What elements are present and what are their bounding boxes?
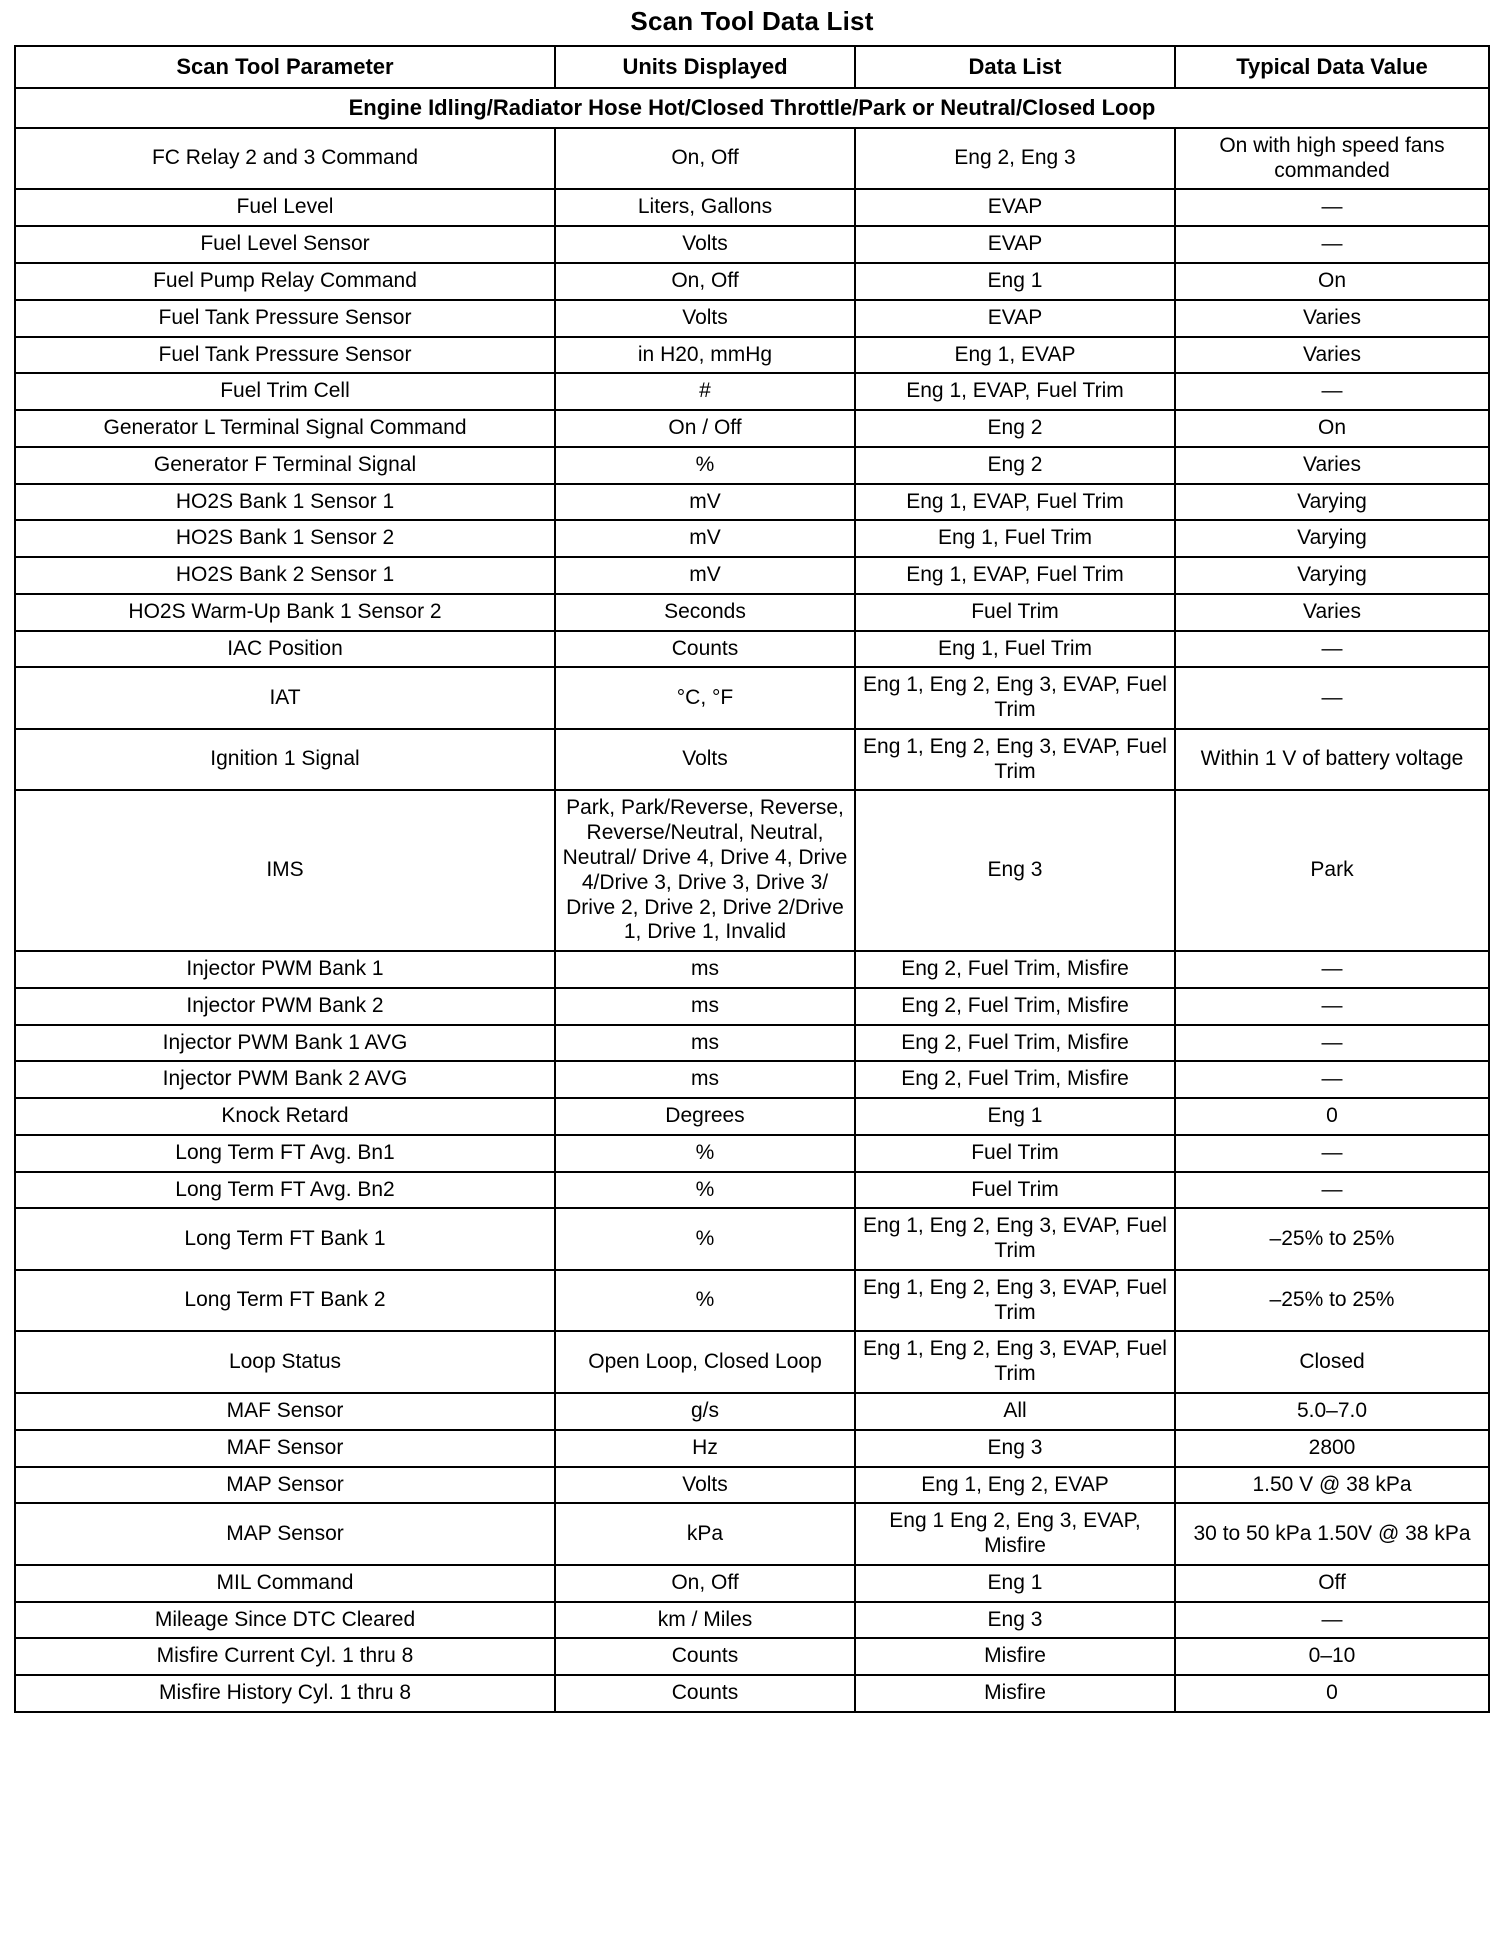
table-row <box>15 1503 1489 1565</box>
cell-data-list: Eng 1 Eng 2, Eng 3, EVAP, Misfire <box>855 1503 1175 1565</box>
cell-typical-value: 0 <box>1175 1675 1489 1712</box>
table-row <box>15 1061 1489 1098</box>
cell-parameter: Loop Status <box>15 1331 555 1393</box>
cell-typical-value: Varies <box>1175 300 1489 337</box>
cell-typical-value: Varying <box>1175 557 1489 594</box>
cell-typical-value: On <box>1175 263 1489 300</box>
table-row <box>15 988 1489 1025</box>
table-row <box>15 1135 1489 1172</box>
cell-typical-value: — <box>1175 226 1489 263</box>
cell-data-list: Eng 1, Eng 2, Eng 3, EVAP, Fuel Trim <box>855 1331 1175 1393</box>
cell-data-list: Eng 1, EVAP <box>855 337 1175 374</box>
table-header <box>15 46 1489 88</box>
column-header-units: Units Displayed <box>555 46 855 88</box>
cell-units: Volts <box>555 729 855 791</box>
cell-typical-value: Varies <box>1175 594 1489 631</box>
table-row <box>15 1430 1489 1467</box>
cell-parameter: Generator F Terminal Signal <box>15 447 555 484</box>
cell-units: % <box>555 1172 855 1209</box>
cell-data-list: Fuel Trim <box>855 594 1175 631</box>
cell-typical-value: — <box>1175 988 1489 1025</box>
cell-data-list: Fuel Trim <box>855 1172 1175 1209</box>
cell-parameter: FC Relay 2 and 3 Command <box>15 128 555 190</box>
table-row <box>15 631 1489 668</box>
cell-typical-value: — <box>1175 1602 1489 1639</box>
cell-data-list: Eng 3 <box>855 790 1175 951</box>
cell-data-list: Eng 2 <box>855 410 1175 447</box>
cell-units: Park, Park/Reverse, Reverse, Reverse/Neutral, Neutral, Neutral/ Drive 4, Drive 4, Drive 4/Drive 3, Drive 3, Drive 3/ Drive 2, Drive 2, Drive 2/Drive 1, Drive 1, Invalid <box>555 790 855 951</box>
page-title: Scan Tool Data List <box>630 6 874 36</box>
column-header-parameter: Scan Tool Parameter <box>15 46 555 88</box>
cell-typical-value: Varies <box>1175 447 1489 484</box>
cell-typical-value: 0–10 <box>1175 1638 1489 1675</box>
table-row <box>15 667 1489 729</box>
cell-typical-value: –25% to 25% <box>1175 1208 1489 1270</box>
cell-units: Seconds <box>555 594 855 631</box>
cell-typical-value: — <box>1175 631 1489 668</box>
cell-units: % <box>555 1135 855 1172</box>
cell-parameter: MAP Sensor <box>15 1467 555 1504</box>
table-row <box>15 951 1489 988</box>
cell-units: ms <box>555 1025 855 1062</box>
cell-parameter: Fuel Trim Cell <box>15 373 555 410</box>
cell-typical-value: — <box>1175 667 1489 729</box>
table-row <box>15 1675 1489 1712</box>
table-row <box>15 1393 1489 1430</box>
table-row <box>15 447 1489 484</box>
cell-units: kPa <box>555 1503 855 1565</box>
cell-parameter: Injector PWM Bank 2 <box>15 988 555 1025</box>
table-row <box>15 1172 1489 1209</box>
cell-data-list: Misfire <box>855 1675 1175 1712</box>
cell-parameter: MAP Sensor <box>15 1503 555 1565</box>
table-row <box>15 410 1489 447</box>
cell-data-list: Eng 1 <box>855 263 1175 300</box>
table-row <box>15 1638 1489 1675</box>
cell-parameter: MAF Sensor <box>15 1393 555 1430</box>
cell-units: Counts <box>555 1675 855 1712</box>
table-row <box>15 1565 1489 1602</box>
cell-units: # <box>555 373 855 410</box>
cell-units: mV <box>555 484 855 521</box>
table-row <box>15 1602 1489 1639</box>
table-row <box>15 1025 1489 1062</box>
cell-data-list: Eng 2, Fuel Trim, Misfire <box>855 1025 1175 1062</box>
cell-units: Open Loop, Closed Loop <box>555 1331 855 1393</box>
cell-parameter: Fuel Level Sensor <box>15 226 555 263</box>
cell-parameter: HO2S Bank 1 Sensor 1 <box>15 484 555 521</box>
table-header-row <box>15 46 1489 88</box>
table-row <box>15 263 1489 300</box>
cell-units: % <box>555 1208 855 1270</box>
cell-data-list: EVAP <box>855 226 1175 263</box>
cell-typical-value: — <box>1175 1135 1489 1172</box>
cell-data-list: Eng 1 <box>855 1565 1175 1602</box>
cell-data-list: EVAP <box>855 189 1175 226</box>
table-row <box>15 520 1489 557</box>
cell-typical-value: On <box>1175 410 1489 447</box>
cell-typical-value: 1.50 V @ 38 kPa <box>1175 1467 1489 1504</box>
cell-parameter: Knock Retard <box>15 1098 555 1135</box>
cell-parameter: Long Term FT Avg. Bn1 <box>15 1135 555 1172</box>
cell-typical-value: Varying <box>1175 520 1489 557</box>
scan-tool-data-table <box>14 45 1490 1713</box>
cell-data-list: Eng 1 <box>855 1098 1175 1135</box>
cell-units: in H20, mmHg <box>555 337 855 374</box>
cell-parameter: Ignition 1 Signal <box>15 729 555 791</box>
cell-data-list: Eng 1, EVAP, Fuel Trim <box>855 557 1175 594</box>
cell-parameter: HO2S Warm-Up Bank 1 Sensor 2 <box>15 594 555 631</box>
cell-parameter: Fuel Tank Pressure Sensor <box>15 300 555 337</box>
cell-typical-value: — <box>1175 1061 1489 1098</box>
table-row <box>15 226 1489 263</box>
column-header-data-list: Data List <box>855 46 1175 88</box>
table-body <box>15 88 1489 1712</box>
cell-units: g/s <box>555 1393 855 1430</box>
cell-typical-value: 2800 <box>1175 1430 1489 1467</box>
cell-parameter: Misfire Current Cyl. 1 thru 8 <box>15 1638 555 1675</box>
cell-parameter: Misfire History Cyl. 1 thru 8 <box>15 1675 555 1712</box>
cell-units: Liters, Gallons <box>555 189 855 226</box>
cell-data-list: Eng 2, Eng 3 <box>855 128 1175 190</box>
cell-units: mV <box>555 557 855 594</box>
cell-typical-value: — <box>1175 189 1489 226</box>
cell-data-list: Eng 1, Eng 2, Eng 3, EVAP, Fuel Trim <box>855 729 1175 791</box>
cell-units: Volts <box>555 226 855 263</box>
cell-typical-value: 0 <box>1175 1098 1489 1135</box>
cell-data-list: Eng 1, Fuel Trim <box>855 520 1175 557</box>
table-row <box>15 790 1489 951</box>
cell-parameter: Injector PWM Bank 1 AVG <box>15 1025 555 1062</box>
cell-typical-value: Varying <box>1175 484 1489 521</box>
cell-typical-value: Varies <box>1175 337 1489 374</box>
cell-data-list: Eng 1, EVAP, Fuel Trim <box>855 484 1175 521</box>
cell-units: Volts <box>555 300 855 337</box>
cell-typical-value: — <box>1175 1025 1489 1062</box>
cell-data-list: Eng 1, Eng 2, Eng 3, EVAP, Fuel Trim <box>855 667 1175 729</box>
cell-typical-value: 5.0–7.0 <box>1175 1393 1489 1430</box>
cell-parameter: Fuel Tank Pressure Sensor <box>15 337 555 374</box>
section-heading-row <box>15 88 1489 128</box>
cell-units: Counts <box>555 631 855 668</box>
cell-units: ms <box>555 988 855 1025</box>
table-row <box>15 1467 1489 1504</box>
cell-parameter: Mileage Since DTC Cleared <box>15 1602 555 1639</box>
cell-data-list: Eng 1, Eng 2, EVAP <box>855 1467 1175 1504</box>
cell-units: % <box>555 447 855 484</box>
cell-typical-value: On with high speed fans commanded <box>1175 128 1489 190</box>
table-row <box>15 337 1489 374</box>
cell-typical-value: Park <box>1175 790 1489 951</box>
cell-typical-value: — <box>1175 1172 1489 1209</box>
column-header-typical-value: Typical Data Value <box>1175 46 1489 88</box>
cell-units: Volts <box>555 1467 855 1504</box>
cell-parameter: IAT <box>15 667 555 729</box>
table-row <box>15 1208 1489 1270</box>
cell-units: On / Off <box>555 410 855 447</box>
cell-units: °C, °F <box>555 667 855 729</box>
table-row <box>15 189 1489 226</box>
cell-parameter: MAF Sensor <box>15 1430 555 1467</box>
cell-parameter: Long Term FT Bank 2 <box>15 1270 555 1332</box>
cell-data-list: Misfire <box>855 1638 1175 1675</box>
cell-parameter: IMS <box>15 790 555 951</box>
table-row <box>15 594 1489 631</box>
cell-units: ms <box>555 951 855 988</box>
table-row <box>15 128 1489 190</box>
table-row <box>15 1098 1489 1135</box>
cell-data-list: Eng 1, Eng 2, Eng 3, EVAP, Fuel Trim <box>855 1270 1175 1332</box>
cell-data-list: Eng 2, Fuel Trim, Misfire <box>855 988 1175 1025</box>
cell-units: % <box>555 1270 855 1332</box>
cell-parameter: Injector PWM Bank 1 <box>15 951 555 988</box>
cell-units: On, Off <box>555 263 855 300</box>
cell-units: km / Miles <box>555 1602 855 1639</box>
cell-parameter: IAC Position <box>15 631 555 668</box>
cell-units: ms <box>555 1061 855 1098</box>
cell-data-list: Fuel Trim <box>855 1135 1175 1172</box>
table-row <box>15 373 1489 410</box>
cell-parameter: Injector PWM Bank 2 AVG <box>15 1061 555 1098</box>
cell-data-list: Eng 3 <box>855 1602 1175 1639</box>
table-row <box>15 484 1489 521</box>
cell-typical-value: Off <box>1175 1565 1489 1602</box>
table-row <box>15 1270 1489 1332</box>
cell-units: Counts <box>555 1638 855 1675</box>
cell-typical-value: — <box>1175 373 1489 410</box>
cell-parameter: HO2S Bank 1 Sensor 2 <box>15 520 555 557</box>
cell-data-list: Eng 2, Fuel Trim, Misfire <box>855 1061 1175 1098</box>
cell-typical-value: Within 1 V of battery voltage <box>1175 729 1489 791</box>
cell-units: Hz <box>555 1430 855 1467</box>
cell-units: mV <box>555 520 855 557</box>
table-row <box>15 557 1489 594</box>
cell-data-list: Eng 1, Fuel Trim <box>855 631 1175 668</box>
cell-typical-value: 30 to 50 kPa 1.50V @ 38 kPa <box>1175 1503 1489 1565</box>
cell-typical-value: –25% to 25% <box>1175 1270 1489 1332</box>
cell-parameter: Long Term FT Avg. Bn2 <box>15 1172 555 1209</box>
cell-units: On, Off <box>555 128 855 190</box>
cell-parameter: Long Term FT Bank 1 <box>15 1208 555 1270</box>
cell-parameter: Fuel Level <box>15 189 555 226</box>
cell-parameter: Generator L Terminal Signal Command <box>15 410 555 447</box>
cell-parameter: HO2S Bank 2 Sensor 1 <box>15 557 555 594</box>
cell-parameter: MIL Command <box>15 1565 555 1602</box>
cell-units: On, Off <box>555 1565 855 1602</box>
cell-data-list: Eng 3 <box>855 1430 1175 1467</box>
table-row <box>15 729 1489 791</box>
cell-data-list: Eng 1, EVAP, Fuel Trim <box>855 373 1175 410</box>
cell-typical-value: Closed <box>1175 1331 1489 1393</box>
cell-units: Degrees <box>555 1098 855 1135</box>
section-heading-cell: Engine Idling/Radiator Hose Hot/Closed Throttle/Park or Neutral/Closed Loop <box>15 88 1489 128</box>
cell-typical-value: — <box>1175 951 1489 988</box>
cell-data-list: Eng 1, Eng 2, Eng 3, EVAP, Fuel Trim <box>855 1208 1175 1270</box>
cell-data-list: EVAP <box>855 300 1175 337</box>
cell-parameter: Fuel Pump Relay Command <box>15 263 555 300</box>
cell-data-list: All <box>855 1393 1175 1430</box>
table-row <box>15 1331 1489 1393</box>
cell-data-list: Eng 2 <box>855 447 1175 484</box>
table-row <box>15 300 1489 337</box>
cell-data-list: Eng 2, Fuel Trim, Misfire <box>855 951 1175 988</box>
